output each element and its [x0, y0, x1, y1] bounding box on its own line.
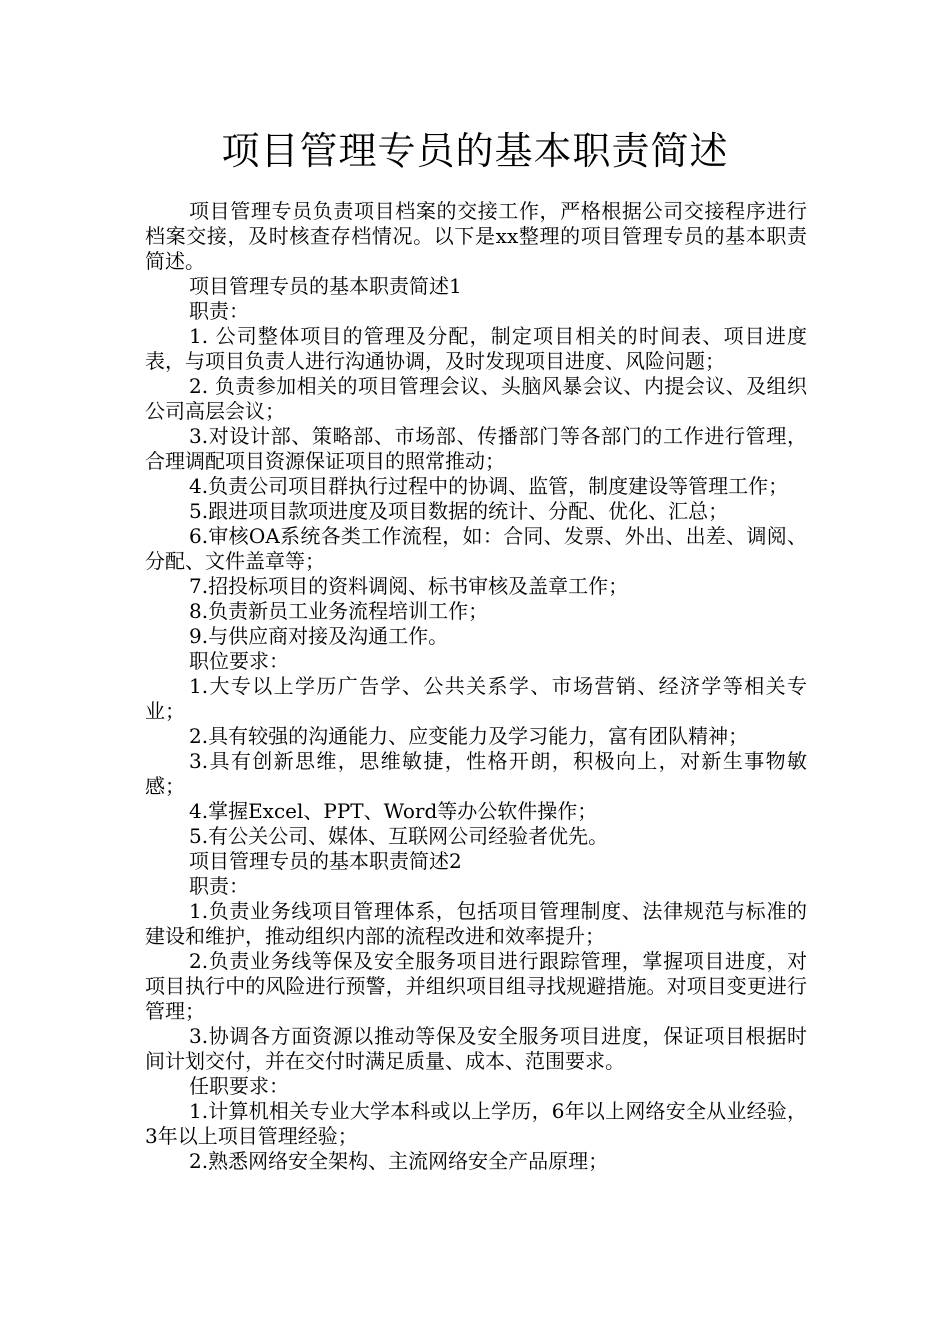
list-item: 5.有公关公司、媒体、互联网公司经验者优先。: [189, 824, 609, 848]
list-item: 3.具有创新思维，思维敏捷，性格开朗，积极向上，对新生事物敏感；: [145, 749, 807, 798]
list-item: 2.负责业务线等保及安全服务项目进行跟踪管理，掌握项目进度，对项目执行中的风险进行预警，并组织项目组寻找规避措施。对项目变更进行管理；: [145, 949, 807, 1023]
list-item: 1.负责业务线项目管理体系，包括项目管理制度、法律规范与标准的建设和维护，推动组织内部的流程改进和效率提升；: [145, 899, 807, 948]
subheading-requirements-2: 任职要求：: [189, 1074, 289, 1098]
list-item: 9.与供应商对接及沟通工作。: [189, 624, 449, 648]
subheading-duties-1: 职责：: [189, 299, 249, 323]
subheading-duties-2: 职责：: [189, 874, 249, 898]
paragraph-intro: 项目管理专员负责项目档案的交接工作，严格根据公司交接程序进行档案交接，及时核查存档情况。以下是xx整理的项目管理专员的基本职责简述。: [145, 199, 807, 273]
section-heading-1: 项目管理专员的基本职责简述1: [189, 274, 462, 298]
list-item: 6.审核OA系统各类工作流程，如：合同、发票、外出、出差、调阅、分配、文件盖章等；: [145, 524, 807, 573]
list-item: 2. 负责参加相关的项目管理会议、头脑风暴会议、内提会议、及组织公司高层会议；: [145, 374, 807, 423]
list-item: 4.掌握Excel、PPT、Word等办公软件操作；: [189, 799, 598, 823]
list-item: 1.大专以上学历广告学、公共关系学、市场营销、经济学等相关专业；: [145, 674, 807, 723]
list-item: 5.跟进项目款项进度及项目数据的统计、分配、优化、汇总；: [189, 499, 729, 523]
section-heading-2: 项目管理专员的基本职责简述2: [189, 849, 462, 873]
list-item: 1. 公司整体项目的管理及分配，制定项目相关的时间表、项目进度表，与项目负责人进行沟通协调，及时发现项目进度、风险问题；: [145, 324, 807, 373]
subheading-requirements-1: 职位要求：: [189, 649, 289, 673]
list-item: 2.具有较强的沟通能力、应变能力及学习能力，富有团队精神；: [189, 724, 749, 748]
list-item: 7.招投标项目的资料调阅、标书审核及盖章工作；: [189, 574, 629, 598]
list-item: 4.负责公司项目群执行过程中的协调、监管，制度建设等管理工作；: [189, 474, 789, 498]
list-item: 8.负责新员工业务流程培训工作；: [189, 599, 489, 623]
document-body: [145, 199, 807, 1174]
list-item: 1.计算机相关专业大学本科或以上学历，6年以上网络安全从业经验，3年以上项目管理经验；: [145, 1099, 807, 1148]
document-title: 项目管理专员的基本职责简述: [221, 129, 729, 173]
list-item: 2.熟悉网络安全架构、主流网络安全产品原理；: [189, 1149, 609, 1173]
list-item: 3.对设计部、策略部、市场部、传播部门等各部门的工作进行管理，合理调配项目资源保证项目的照常推动；: [145, 424, 807, 473]
list-item: 3.协调各方面资源以推动等保及安全服务项目进度，保证项目根据时间计划交付，并在交付时满足质量、成本、范围要求。: [145, 1024, 807, 1073]
